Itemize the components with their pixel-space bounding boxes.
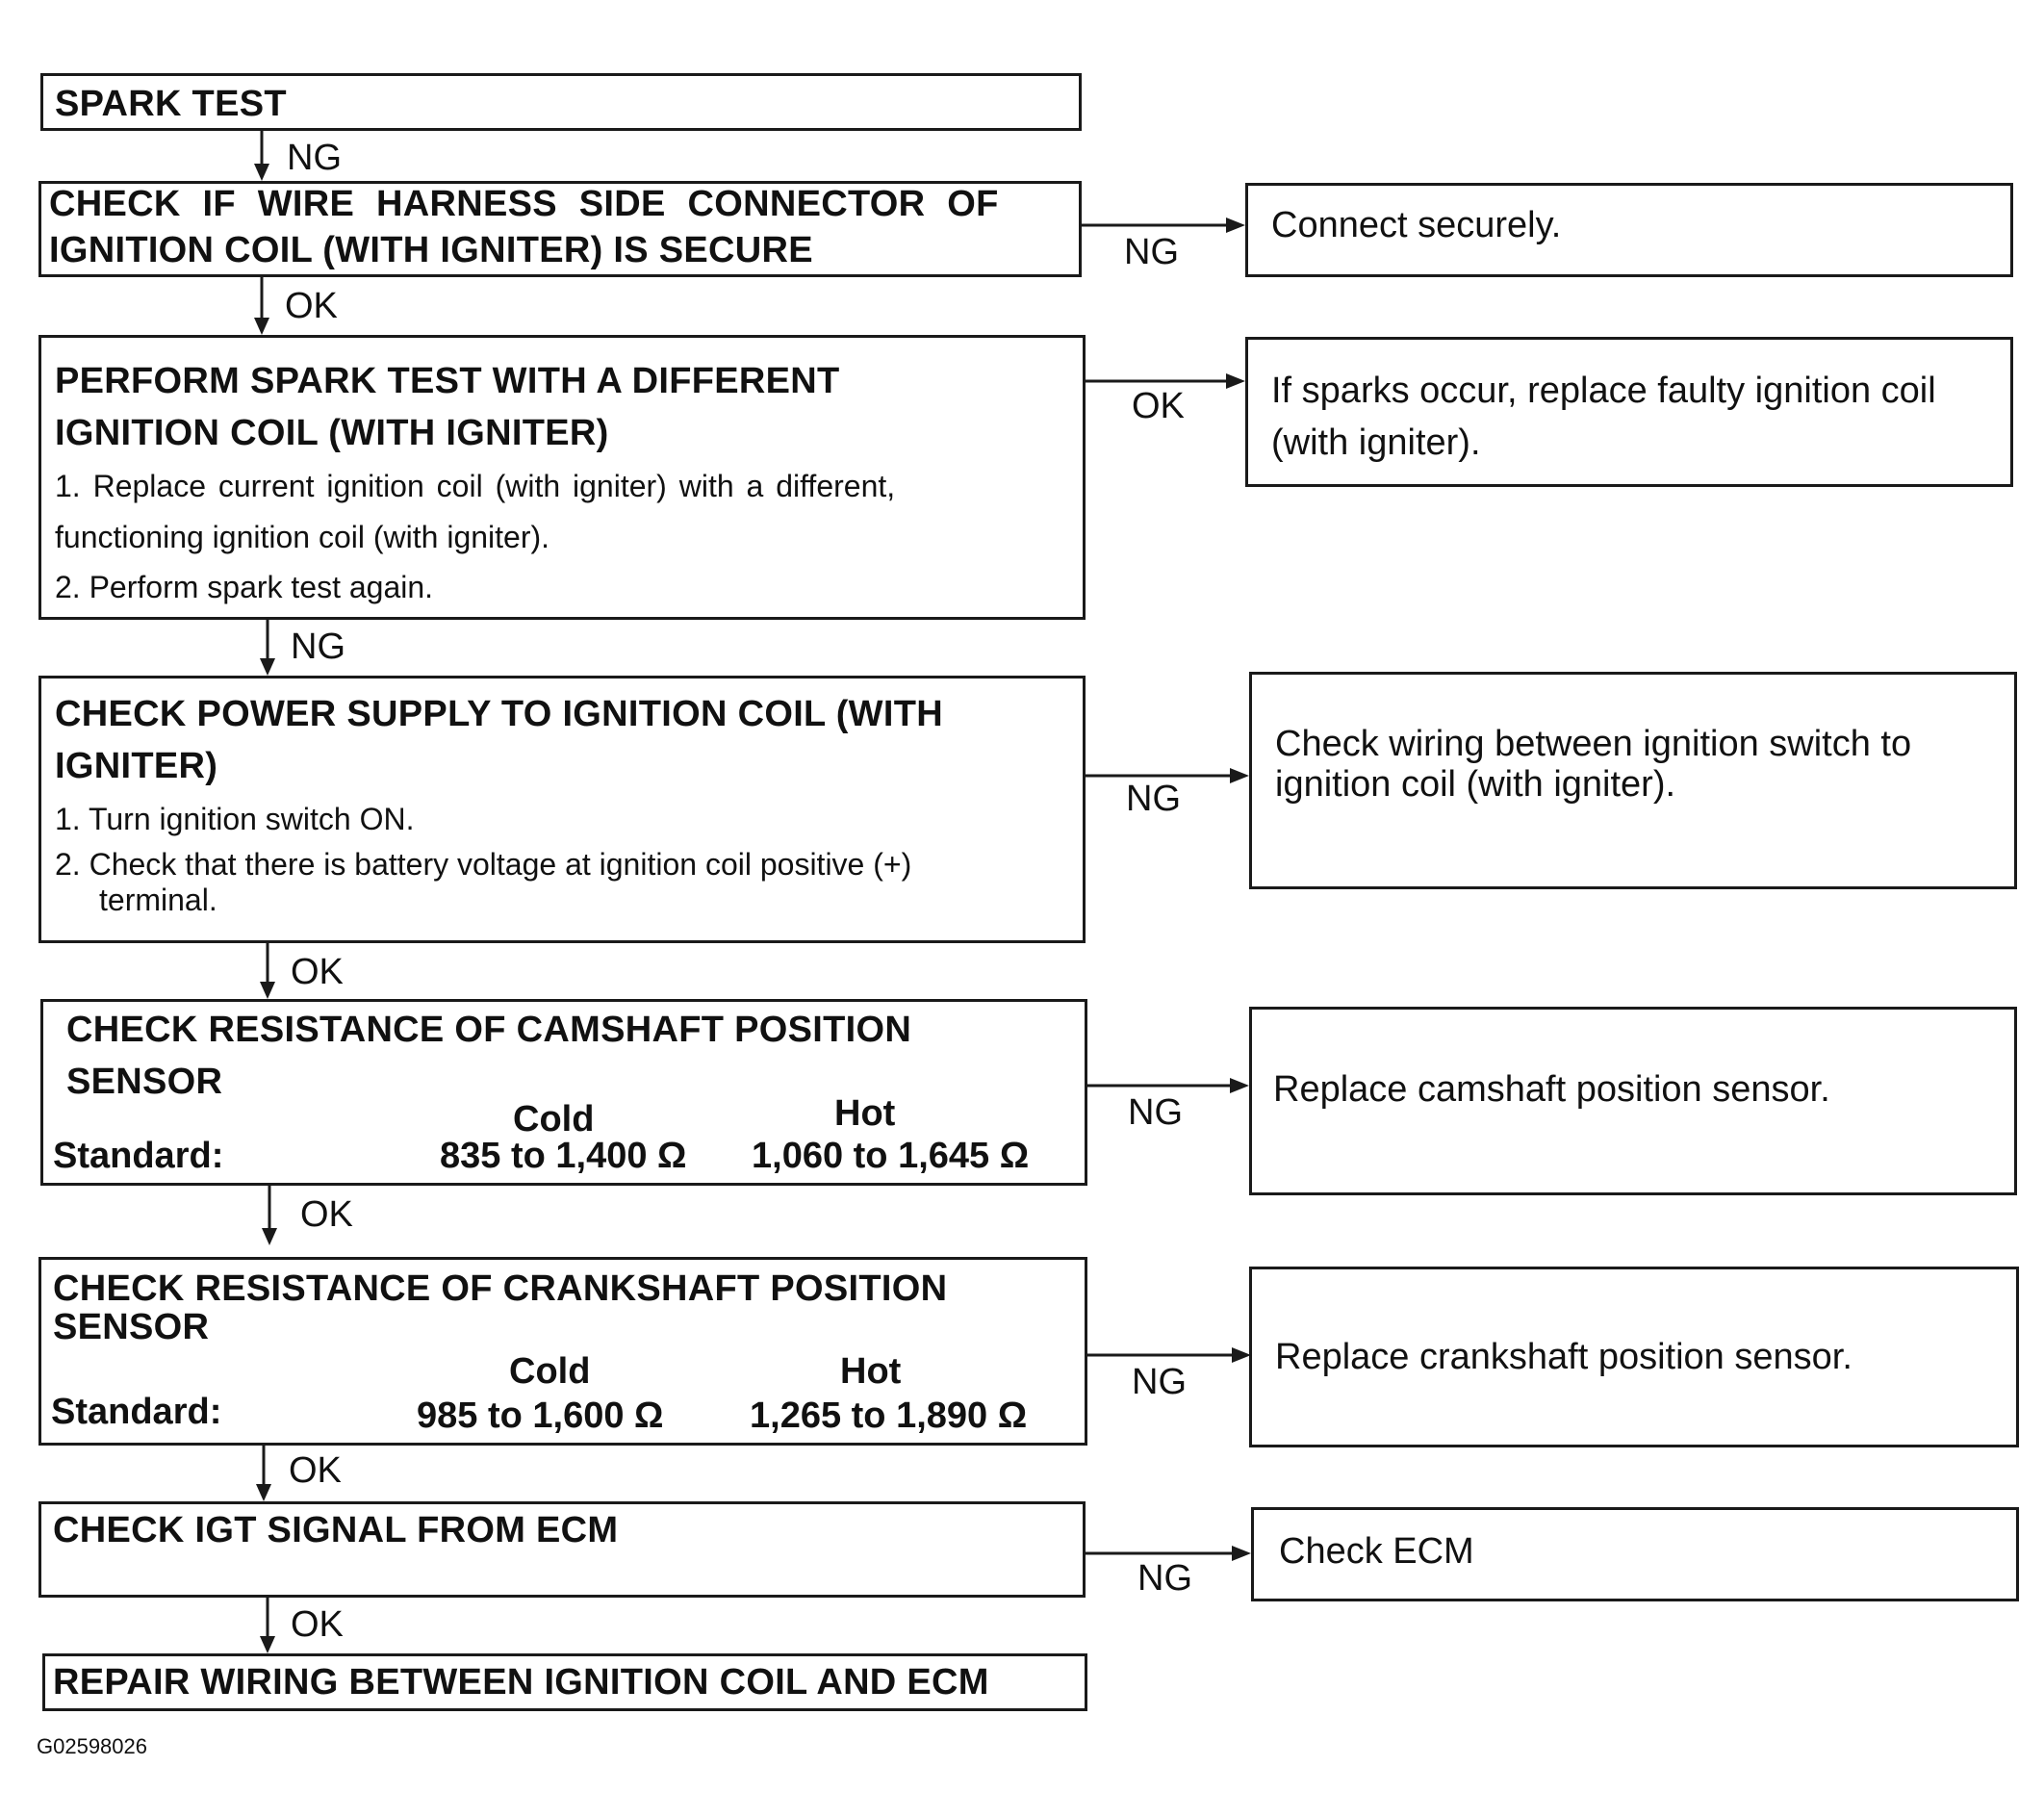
side-label: NG [1124,232,1179,272]
down-label: NG [287,138,342,178]
instruction-line-1: 1. Replace current ignition coil (with igniter) with a different, [55,469,896,503]
down-arrow-4 [260,943,275,999]
step-title-line-1: CHECK POWER SUPPLY TO IGNITION COIL (WITH [55,694,943,734]
down-arrow-6 [256,1446,271,1501]
standard-label: Standard: [53,1136,224,1176]
step-repair-wiring [42,1653,1087,1711]
figure-id: G02598026 [37,1734,147,1758]
step-spark-test [40,73,1082,131]
instruction-line-2: 2. Check that there is battery voltage at ignition coil positive (+) [55,847,912,882]
down-label: OK [300,1194,353,1235]
side-label: NG [1126,779,1181,819]
step-title-line-1: PERFORM SPARK TEST WITH A DIFFERENT [55,361,840,401]
cold-value: 985 to 1,600 Ω [417,1396,664,1436]
step-title: REPAIR WIRING BETWEEN IGNITION COIL AND ECM [53,1662,989,1703]
side-label: NG [1128,1092,1183,1133]
step-title-line-2: SENSOR [66,1062,223,1102]
result-text-line-2: ignition coil (with igniter). [1275,764,1676,805]
side-label: NG [1137,1558,1192,1599]
step-check-crankshaft-sensor [38,1257,1087,1446]
result-text-line-1: If sparks occur, replace faulty ignition coil [1271,371,1936,411]
instruction-line-3: 2. Perform spark test again. [55,570,434,604]
cold-label: Cold [509,1351,591,1392]
result-check-ecm [1251,1507,2019,1601]
result-replace-camshaft-sensor [1249,1007,2017,1195]
cold-value: 835 to 1,400 Ω [440,1136,687,1176]
result-text-line-1: Check wiring between ignition switch to [1275,724,1912,764]
hot-value: 1,060 to 1,645 Ω [752,1136,1030,1176]
result-text: Replace crankshaft position sensor. [1275,1337,1852,1377]
step-title-line-1: CHECK RESISTANCE OF CRANKSHAFT POSITION [53,1268,948,1309]
result-replace-crankshaft-sensor [1249,1267,2019,1447]
instruction-line-1: 1. Turn ignition switch ON. [55,802,415,836]
side-label: OK [1132,386,1185,426]
step-title: SPARK TEST [55,84,287,124]
result-connect-securely [1245,183,2013,277]
down-label: OK [289,1450,342,1491]
down-arrow-5 [262,1186,277,1245]
step-title-line-2: IGNITION COIL (WITH IGNITER) IS SECURE [49,230,813,270]
instruction-line-2: functioning ignition coil (with igniter). [55,520,550,554]
down-label: OK [285,286,338,326]
down-label: OK [291,1604,344,1645]
step-check-power-supply [38,676,1086,943]
cold-label: Cold [513,1099,595,1139]
step-spark-test-different-coil [38,335,1086,620]
result-text: Connect securely. [1271,205,1562,245]
step-check-camshaft-sensor [40,999,1087,1186]
down-arrow-7 [260,1598,275,1653]
hot-label: Hot [840,1351,902,1392]
step-check-connector [38,181,1082,277]
step-title-line-2: SENSOR [53,1307,210,1347]
hot-label: Hot [834,1093,896,1134]
step-title-line-1: CHECK IF WIRE HARNESS SIDE CONNECTOR OF [49,184,999,224]
down-arrow-2 [254,277,269,335]
result-replace-faulty-coil [1245,337,2013,487]
step-title-line-2: IGNITER) [55,746,218,786]
step-check-igt-signal [38,1501,1086,1598]
down-arrow-1 [254,131,269,181]
step-title-line-2: IGNITION COIL (WITH IGNITER) [55,413,609,453]
step-title: CHECK IGT SIGNAL FROM ECM [53,1510,619,1550]
instruction-line-3: terminal. [99,883,217,917]
down-arrow-3 [260,620,275,676]
result-text: Replace camshaft position sensor. [1273,1069,1830,1110]
down-label: NG [291,627,345,667]
result-check-wiring-switch [1249,672,2017,889]
result-text-line-2: (with igniter). [1271,422,1481,463]
result-text: Check ECM [1279,1531,1474,1572]
standard-label: Standard: [51,1392,222,1432]
hot-value: 1,265 to 1,890 Ω [750,1396,1028,1436]
down-label: OK [291,952,344,992]
step-title-line-1: CHECK RESISTANCE OF CAMSHAFT POSITION [66,1010,912,1050]
side-label: NG [1132,1362,1187,1402]
